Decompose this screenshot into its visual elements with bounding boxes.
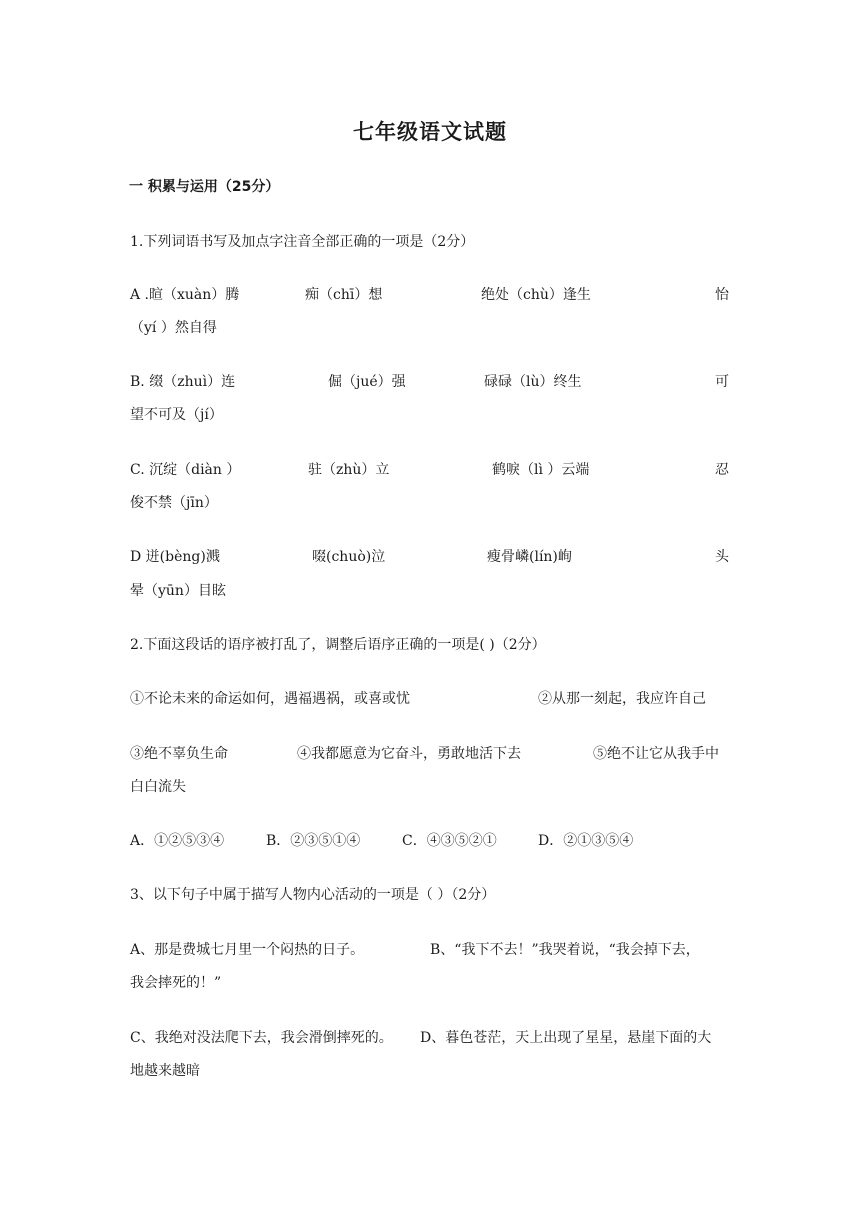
option-c-word-4: 忍 <box>715 462 729 478</box>
question-3-stem: 3、以下句子中属于描写人物内心活动的一项是（ ）（2分） <box>130 887 496 903</box>
question-3-option-b: B、“我下不去！”我哭着说，“我会掉下去， <box>430 942 700 958</box>
option-b-word-3: 碌碌（lù）终生 <box>484 374 582 390</box>
option-c-word-1: C. 沉绽（diàn ） <box>130 462 241 478</box>
option-b-continuation: 望不可及（jí） <box>130 407 223 423</box>
option-a-word-1: A .暄（xuàn）腾 <box>130 287 240 303</box>
sentence-5-continuation: 白白流失 <box>130 779 186 795</box>
option-d-word-4: 头 <box>715 549 729 565</box>
answer-b: B．②③⑤①④ <box>266 833 361 849</box>
question-3-option-c: C、我绝对没法爬下去，我会滑倒摔死的。 <box>130 1030 393 1046</box>
option-d-word-3: 瘦骨嶙(lín)峋 <box>487 549 572 565</box>
option-b-word-1: B. 缀（zhuì）连 <box>130 374 236 390</box>
option-a-word-4: 怡 <box>715 287 729 303</box>
option-b-word-2: 倔（jué）强 <box>328 374 406 390</box>
option-d-word-2: 啜(chuò)泣 <box>312 549 386 565</box>
answer-c: C．④③⑤②① <box>402 833 497 849</box>
option-c-word-2: 驻（zhù）立 <box>308 462 390 478</box>
page-title: 七年级语文试题 <box>353 120 507 144</box>
option-c-continuation: 俊不禁（jīn） <box>130 495 218 511</box>
sentence-1: ①不论未来的命运如何，遇福遇祸，或喜或忧 <box>130 691 410 707</box>
option-d-word-1: D 迸(bèng)溅 <box>130 549 220 565</box>
question-3-option-d-continuation: 地越来越暗 <box>130 1063 200 1079</box>
answer-a: A．①②⑤③④ <box>130 833 225 849</box>
question-3-option-d: D、暮色苍茫，天上出现了星星，悬崖下面的大 <box>420 1030 712 1046</box>
question-3-option-b-continuation: 我会摔死的！” <box>130 975 222 991</box>
sentence-3: ③绝不辜负生命 <box>130 746 228 762</box>
sentence-5: ⑤绝不让它从我手中 <box>593 746 719 762</box>
question-3-option-a: A、那是费城七月里一个闷热的日子。 <box>130 942 365 958</box>
section-heading: 一 积累与运用（25分） <box>129 179 280 195</box>
answer-d: D．②①③⑤④ <box>538 833 634 849</box>
option-a-word-3: 绝处（chù）逢生 <box>481 287 591 303</box>
option-d-continuation: 晕（yūn）目眩 <box>130 583 226 599</box>
option-a-word-2: 痴（chī）想 <box>305 287 383 303</box>
sentence-4: ④我都愿意为它奋斗，勇敢地活下去 <box>297 746 521 762</box>
sentence-2: ②从那一刻起，我应许自己 <box>538 691 706 707</box>
question-2-stem: 2.下面这段话的语序被打乱了，调整后语序正确的一项是( )（2分） <box>130 637 546 653</box>
question-1-stem: 1.下列词语书写及加点字注音全部正确的一项是（2分） <box>130 234 475 250</box>
option-a-continuation: （yí ）然自得 <box>130 320 217 336</box>
option-b-word-4: 可 <box>715 374 729 390</box>
option-c-word-3: 鹤唳（lì ）云端 <box>492 462 590 478</box>
